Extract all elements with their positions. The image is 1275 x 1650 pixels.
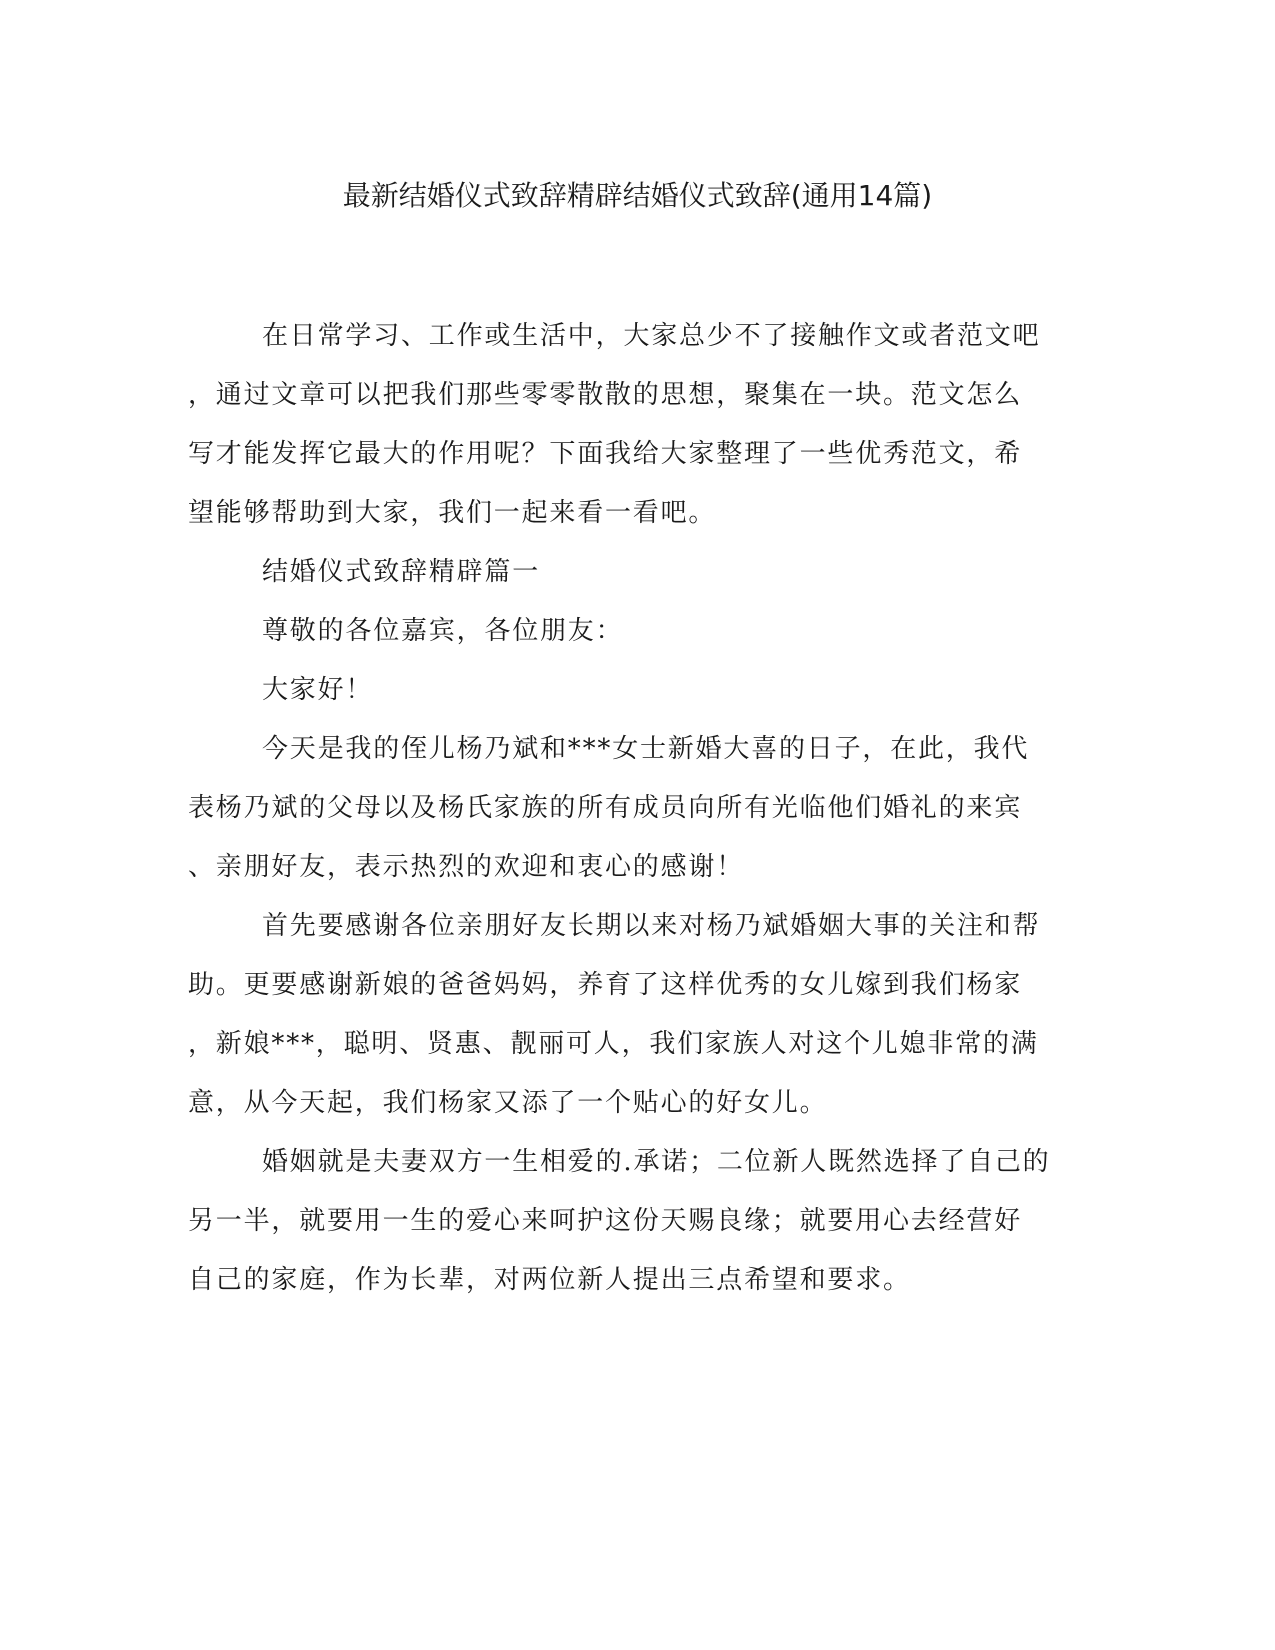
text-line: 表杨乃斌的父母以及杨氏家族的所有成员向所有光临他们婚礼的来宾: [188, 793, 1023, 823]
document-title: 最新结婚仪式致辞精辟结婚仪式致辞(通用14篇): [342, 179, 933, 212]
greeting: 大家好！: [262, 675, 374, 705]
text-line: ，通过文章可以把我们那些零零散散的思想，聚集在一块。范文怎么: [188, 380, 1023, 410]
text-line: 自己的家庭，作为长辈，对两位新人提出三点希望和要求。: [188, 1265, 911, 1295]
text-line: 、亲朋好友，表示热烈的欢迎和衷心的感谢！: [188, 852, 745, 882]
text-line: 写才能发挥它最大的作用呢？下面我给大家整理了一些优秀范文，希: [188, 439, 1023, 469]
text-line: 意，从今天起，我们杨家又添了一个贴心的好女儿。: [188, 1088, 828, 1118]
section-heading: 结婚仪式致辞精辟篇一: [262, 557, 541, 587]
text-line: 今天是我的侄儿杨乃斌和***女士新婚大喜的日子，在此，我代: [262, 734, 1030, 764]
text-line: 首先要感谢各位亲朋好友长期以来对杨乃斌婚姻大事的关注和帮: [262, 911, 1041, 941]
text-line: 婚姻就是夫妻双方一生相爱的.承诺；二位新人既然选择了自己的: [262, 1147, 1051, 1177]
text-line: 在日常学习、工作或生活中，大家总少不了接触作文或者范文吧: [262, 321, 1041, 351]
salutation: 尊敬的各位嘉宾，各位朋友：: [262, 616, 624, 646]
text-line: 助。更要感谢新娘的爸爸妈妈，养育了这样优秀的女儿嫁到我们杨家: [188, 970, 1023, 1000]
text-line: 望能够帮助到大家，我们一起来看一看吧。: [188, 498, 717, 528]
text-line: ，新娘***，聪明、贤惠、靓丽可人，我们家族人对这个儿媳非常的满: [188, 1029, 1039, 1059]
text-line: 另一半，就要用一生的爱心来呵护这份天赐良缘；就要用心去经营好: [188, 1206, 1023, 1236]
